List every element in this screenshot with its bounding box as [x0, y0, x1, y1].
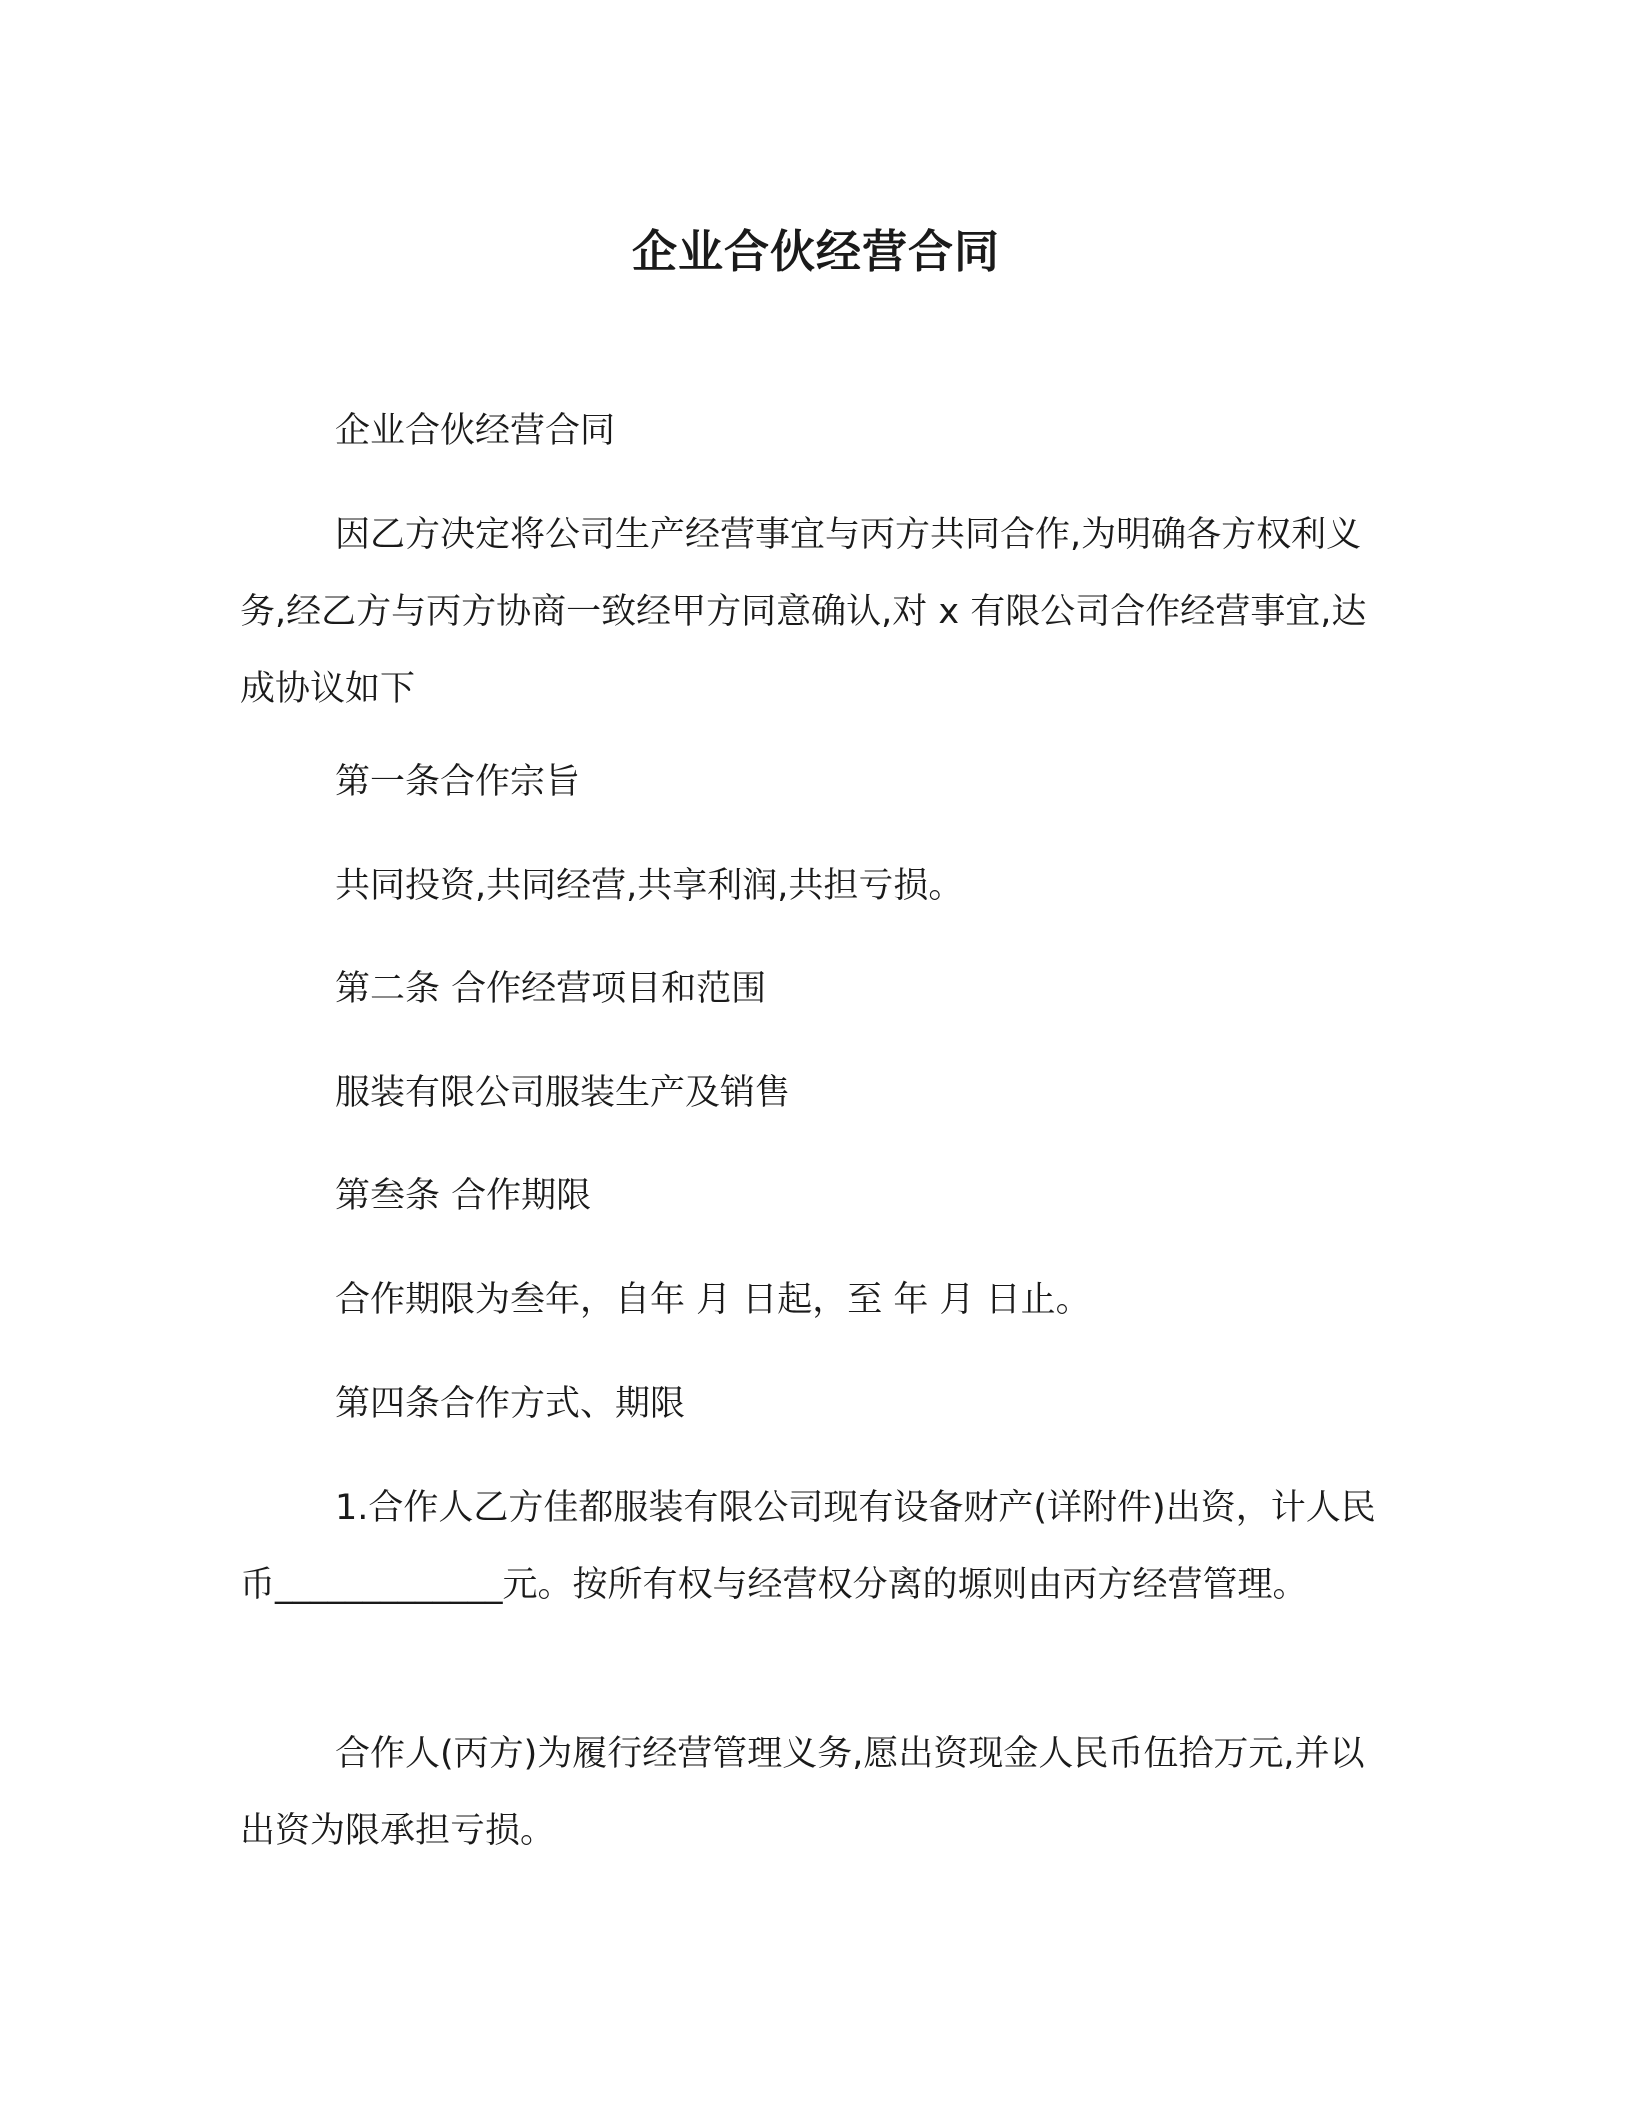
paragraph-article-4-item-1: 1.合作人乙方佳都服装有限公司现有设备财产(详附件)出资，计人民币_____________元。按所有权与经营权分离的塬则由丙方经营管理。	[240, 1488, 1376, 1605]
paragraph-heading: 企业合伙经营合同	[335, 411, 616, 451]
paragraph-article-4-heading: 第四条合作方式、期限	[335, 1384, 686, 1424]
paragraph-article-1-body: 共同投资,共同经营,共享利润,共担亏损。	[335, 866, 964, 906]
paragraph-article-3-body: 合作期限为叁年，自年 月 日起，至 年 月 日止。	[335, 1280, 1091, 1320]
paragraph-article-2-heading: 第二条 合作经营项目和范围	[335, 969, 767, 1009]
paragraph-preamble: 因乙方决定将公司生产经营事宜与丙方共同合作,为明确各方权利义务,经乙方与丙方协商一致经甲方同意确认,对 x 有限公司合作经营事宜,达成协议如下	[240, 515, 1367, 709]
paragraph-article-1-heading: 第一条合作宗旨	[335, 762, 581, 802]
paragraph-article-2-body: 服装有限公司服装生产及销售	[335, 1073, 791, 1113]
paragraph-article-4-item-2: 合作人(丙方)为履行经营管理义务,愿出资现金人民币伍拾万元,并以出资为限承担亏损。	[240, 1734, 1365, 1851]
document-title: 企业合伙经营合同	[631, 225, 1000, 278]
paragraph-article-3-heading: 第叁条 合作期限	[335, 1176, 592, 1216]
